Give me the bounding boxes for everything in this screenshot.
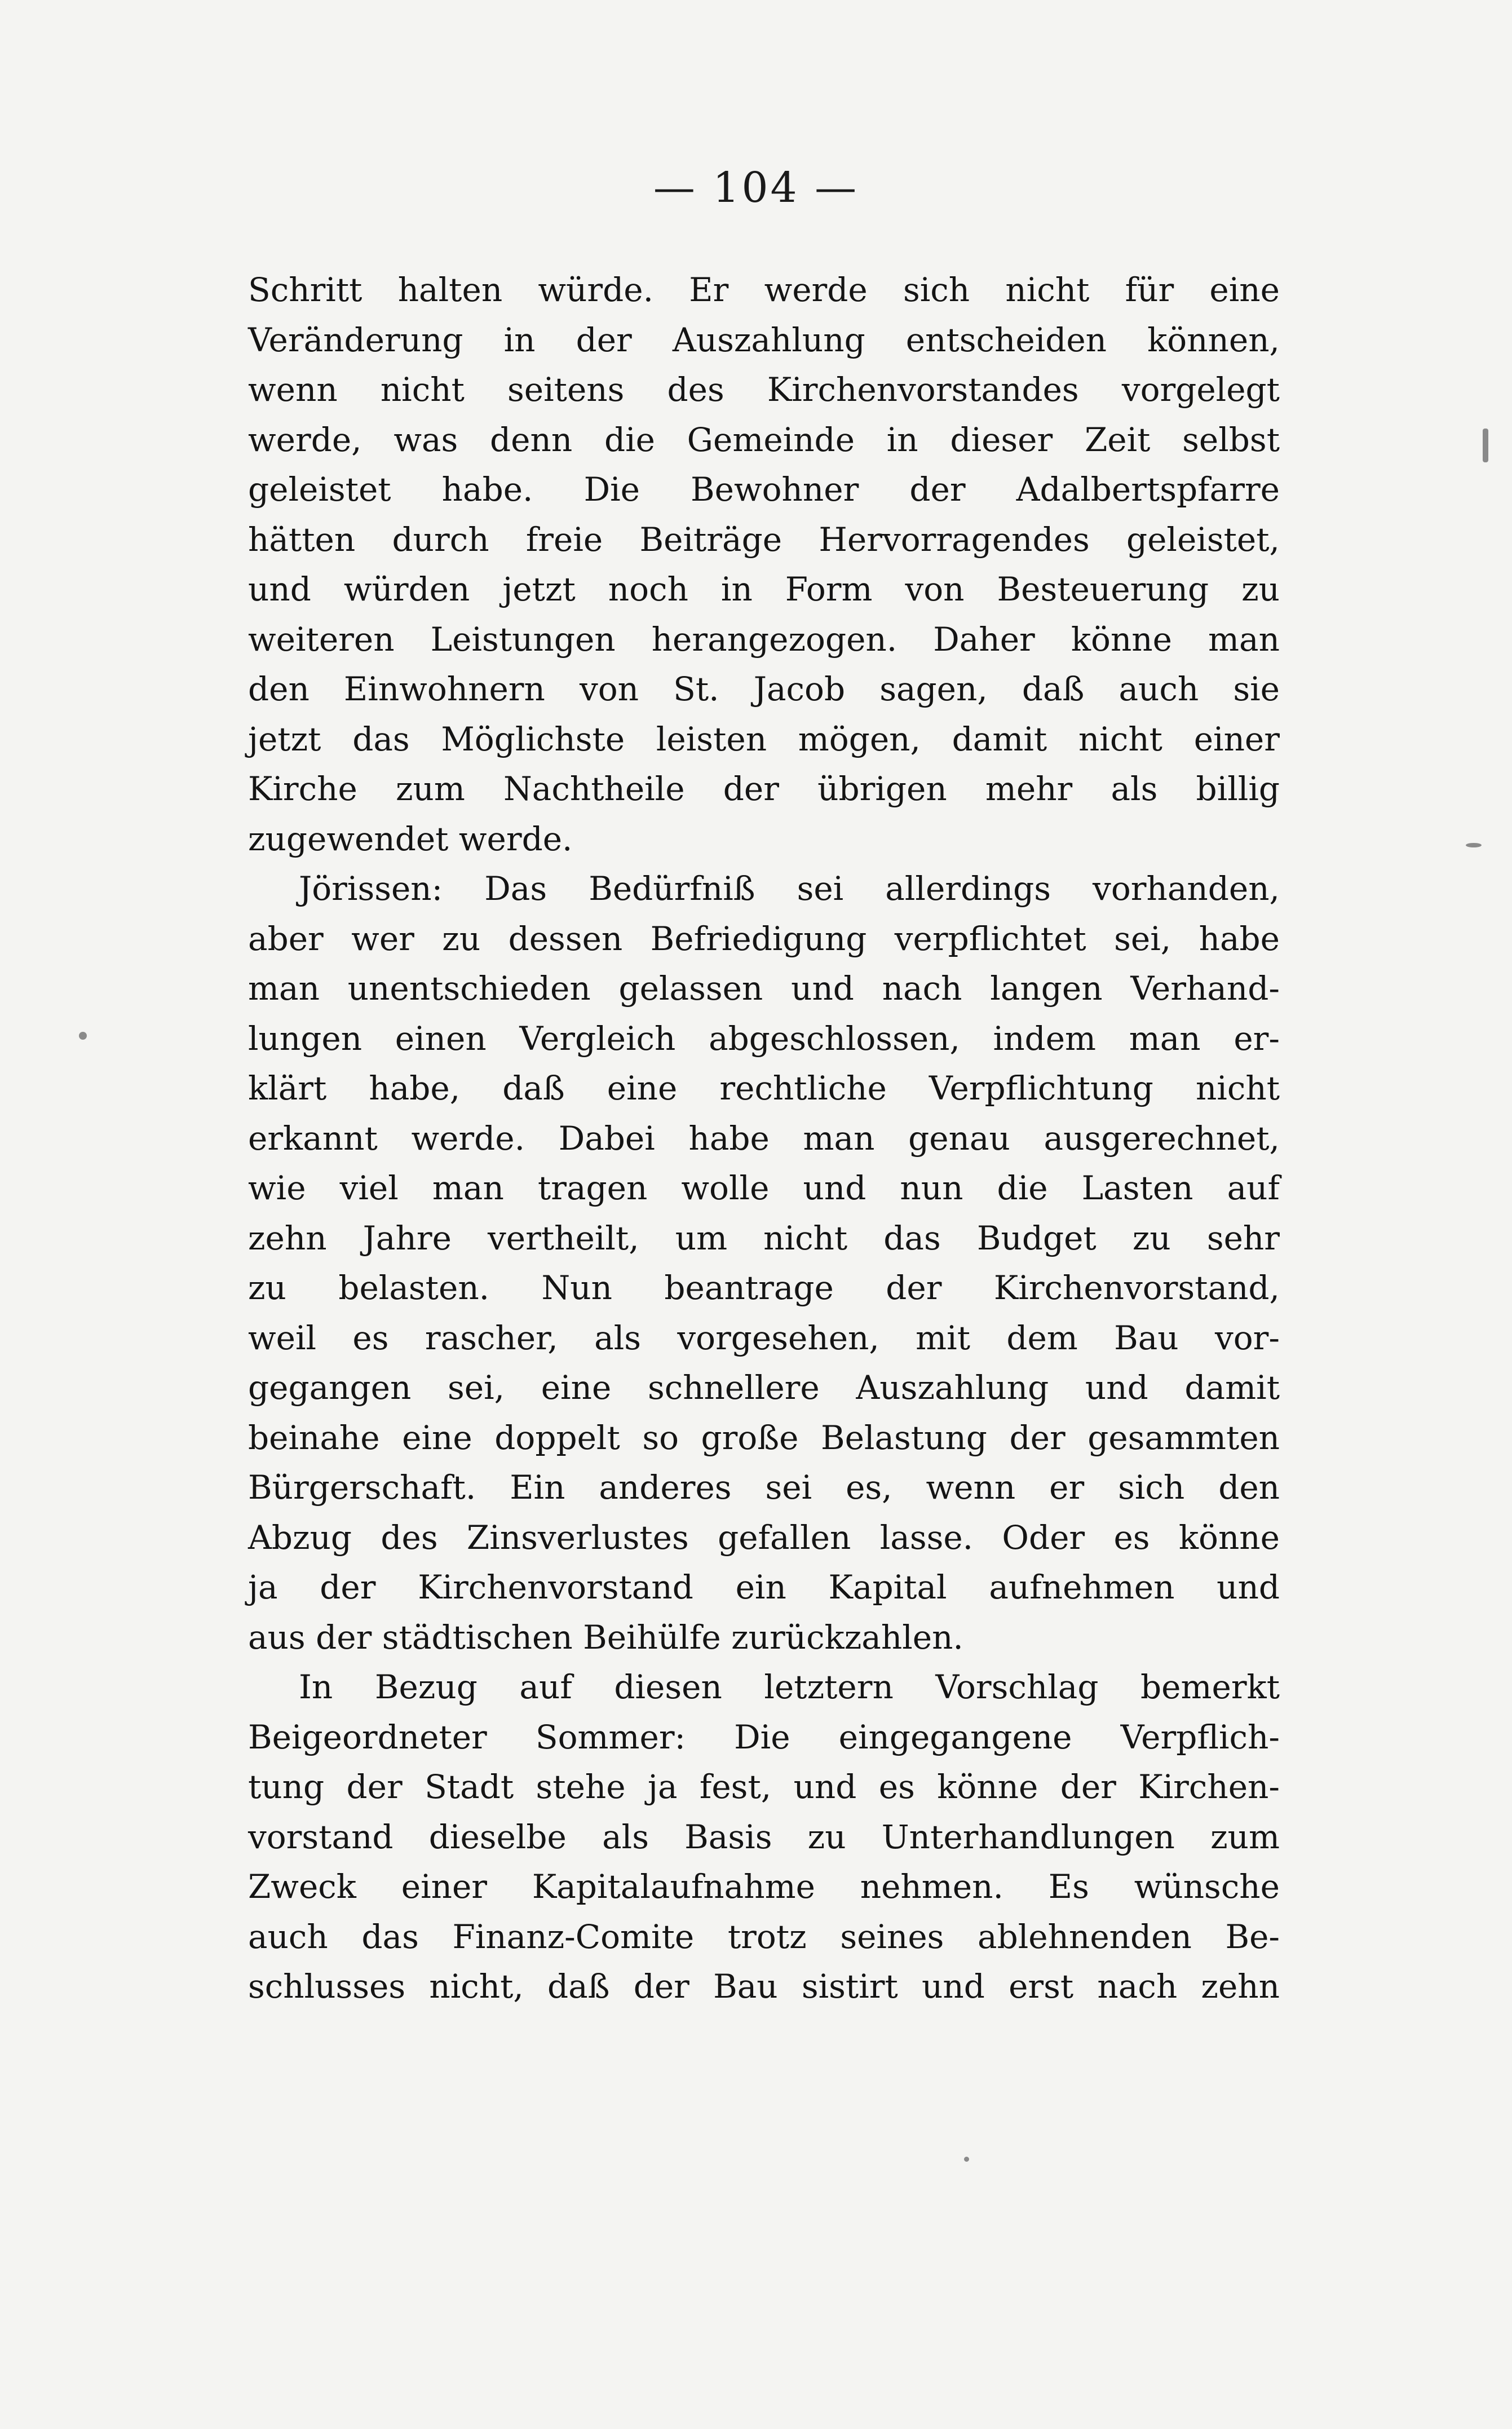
paper-speck [79, 1032, 87, 1040]
text-line-14: aber wer zu dessen Befriedigung verpflichtet sei, habe [248, 919, 1280, 958]
text-line-4: werde, was denn die Gemeinde in dieser Zeit selbst [248, 420, 1280, 459]
text-line-16: lungen einen Vergleich abgeschlossen, indem man er- [248, 1019, 1280, 1058]
text-line-35: schlusses nicht, daß der Bau sistirt und erst nach zehn [248, 1967, 1280, 2006]
paper-speck [964, 2157, 969, 2162]
paper-speck [1466, 843, 1482, 847]
body-text [248, 265, 1280, 2012]
text-line-3: wenn nicht seitens des Kirchenvorstandes vorgelegt [248, 370, 1280, 409]
text-line-2: Veränderung in der Auszahlung entscheiden können, [248, 320, 1280, 359]
text-line-21: zu belasten. Nun beantrage der Kirchenvorstand, [248, 1269, 1280, 1307]
text-line-17: klärt habe, daß eine rechtliche Verpflichtung nicht [248, 1069, 1280, 1107]
text-line-1: Schritt halten würde. Er werde sich nicht für eine [248, 271, 1280, 309]
paper-speck [1483, 429, 1488, 462]
text-line-12: zugewendet werde. [248, 819, 573, 858]
text-line-13: Jörissen: Das Bedürfniß sei allerdings vorhanden, [299, 869, 1280, 908]
text-line-24: beinahe eine doppelt so große Belastung der gesammten [248, 1418, 1280, 1457]
text-line-29: In Bezug auf diesen letztern Vorschlag bemerkt [299, 1668, 1280, 1706]
text-line-33: Zweck einer Kapitalaufnahme nehmen. Es wünsche [248, 1867, 1280, 1906]
text-line-22: weil es rascher, als vorgesehen, mit dem Bau vor- [248, 1318, 1280, 1357]
text-line-32: vorstand dieselbe als Basis zu Unterhandlungen zum [248, 1817, 1280, 1856]
text-line-23: gegangen sei, eine schnellere Auszahlung und damit [248, 1368, 1280, 1407]
text-line-8: weiteren Leistungen herangezogen. Daher könne man [248, 620, 1280, 659]
text-line-30: Beigeordneter Sommer: Die eingegangene Verpflich- [248, 1717, 1280, 1756]
text-line-20: zehn Jahre vertheilt, um nicht das Budget zu sehr [248, 1218, 1280, 1257]
text-line-5: geleistet habe. Die Bewohner der Adalbertspfarre [248, 470, 1280, 509]
text-line-18: erkannt werde. Dabei habe man genau ausgerechnet, [248, 1119, 1280, 1158]
text-line-10: jetzt das Möglichste leisten mögen, damit nicht einer [248, 719, 1280, 758]
text-line-11: Kirche zum Nachtheile der übrigen mehr als billig [248, 770, 1280, 808]
text-line-27: ja der Kirchenvorstand ein Kapital aufnehmen und [248, 1568, 1280, 1606]
text-line-34: auch das Finanz-Comite trotz seines ablehnenden Be- [248, 1917, 1280, 1956]
page-number: — 104 — [653, 164, 859, 212]
text-line-28: aus der städtischen Beihülfe zurückzahlen. [248, 1618, 963, 1657]
text-line-6: hätten durch freie Beiträge Hervorragendes geleistet, [248, 520, 1280, 559]
text-line-26: Abzug des Zinsverlustes gefallen lasse. Oder es könne [248, 1518, 1280, 1557]
text-line-25: Bürgerschaft. Ein anderes sei es, wenn er sich den [248, 1468, 1280, 1507]
text-line-31: tung der Stadt stehe ja fest, und es könne der Kirchen- [248, 1768, 1280, 1806]
text-line-19: wie viel man tragen wolle und nun die Lasten auf [248, 1169, 1280, 1207]
text-line-9: den Einwohnern von St. Jacob sagen, daß auch sie [248, 670, 1280, 708]
text-line-15: man unentschieden gelassen und nach langen Verhand- [248, 969, 1280, 1008]
text-line-7: und würden jetzt noch in Form von Besteuerung zu [248, 570, 1280, 608]
